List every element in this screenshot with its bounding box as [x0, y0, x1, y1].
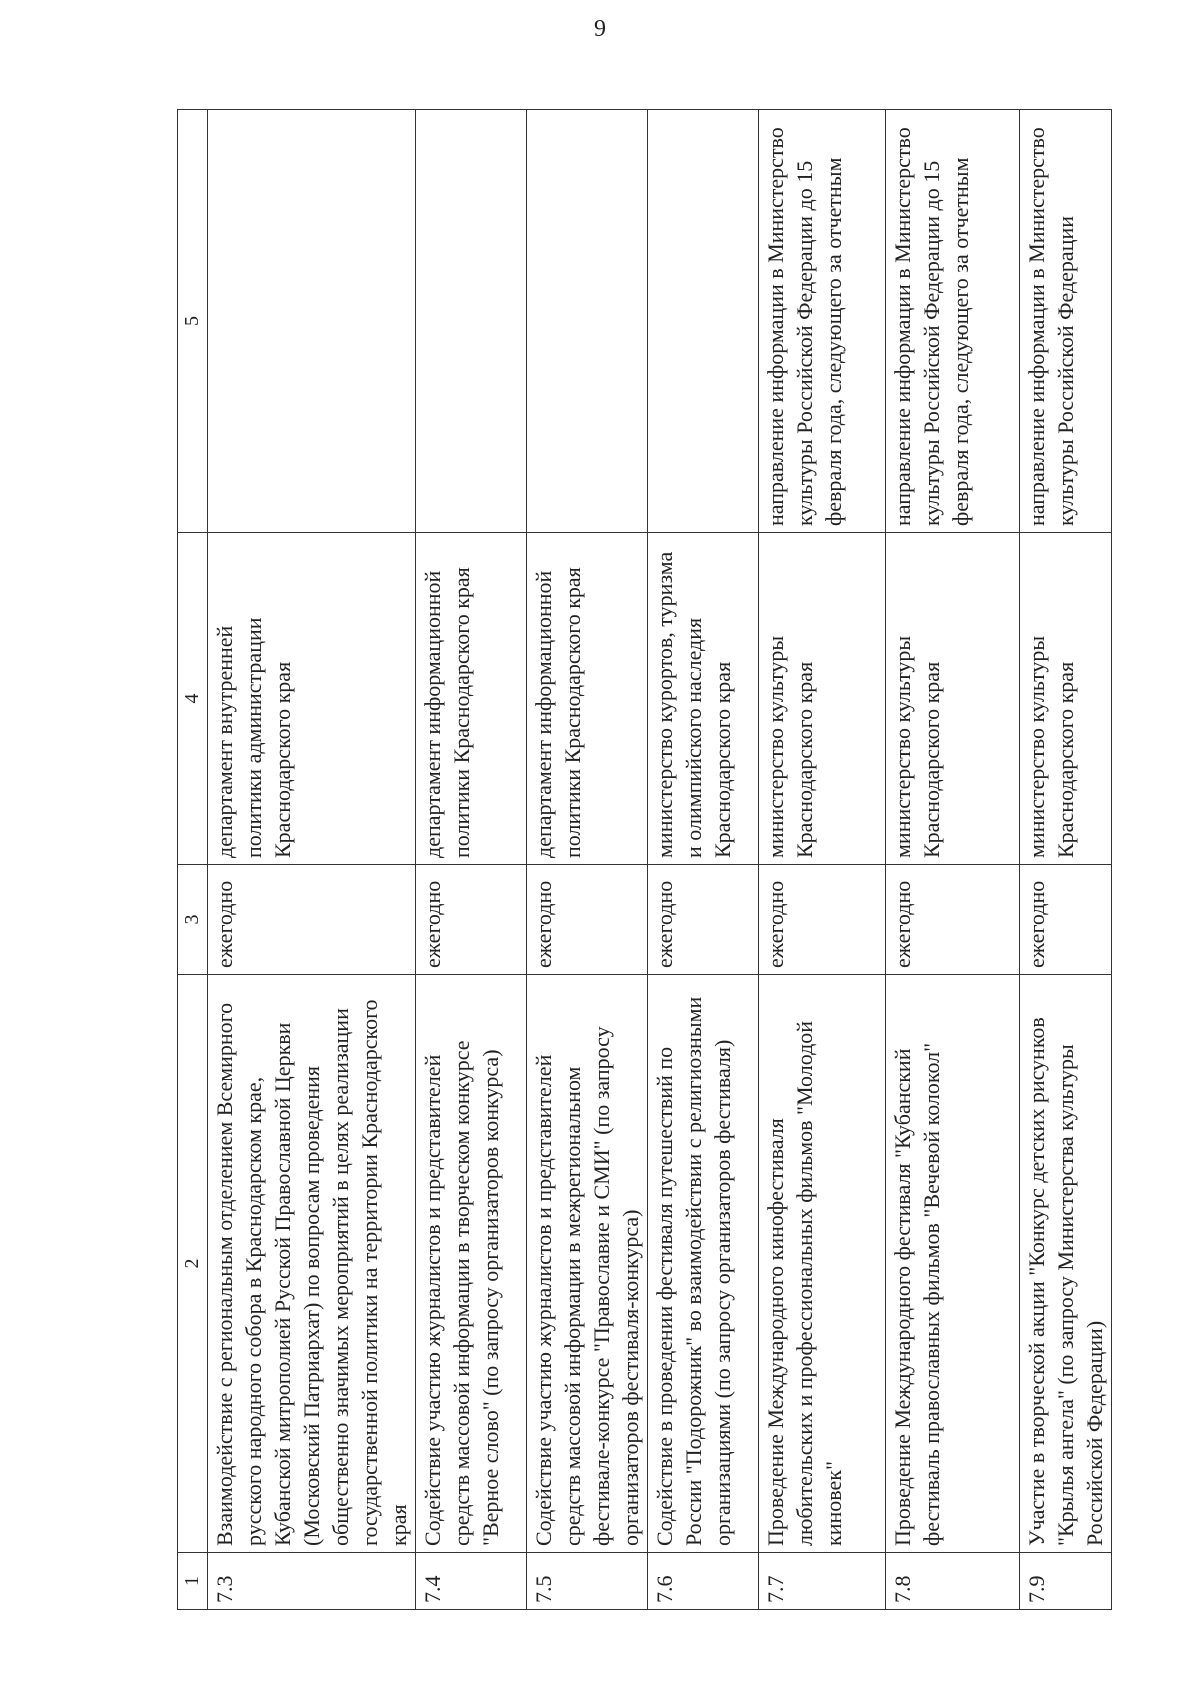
row-note — [416, 110, 527, 533]
table-row — [1020, 110, 1112, 1610]
row-activity: Содействие в проведении фестиваля путешествий по России "Подорожник" во взаимодействии с религиозными организациями (по запросу организаторов фестиваля) — [648, 975, 759, 1553]
row-period: ежегодно — [527, 865, 648, 975]
table-row — [886, 110, 1020, 1610]
column-note-header: 5 — [178, 110, 208, 533]
row-activity: Проведение Международного фестиваля "Кубанский фестиваль православных фильмов "Вечевой колокол" — [886, 975, 1020, 1553]
row-note: направление информации в Министерство культуры Российской Федерации до 15 февраля года, следующего за отчетным — [759, 110, 886, 533]
row-period: ежегодно — [759, 865, 886, 975]
row-number: 7.5 — [527, 1553, 648, 1610]
row-number: 7.6 — [648, 1553, 759, 1610]
row-note — [208, 110, 416, 533]
row-number: 7.8 — [886, 1553, 1020, 1610]
row-period: ежегодно — [648, 865, 759, 975]
row-number: 7.7 — [759, 1553, 886, 1610]
table-row — [416, 110, 527, 1610]
row-activity: Содействие участию журналистов и представителей средств массовой информации в творческом конкурсе "Верное слово" (по запросу организаторов конкурса) — [416, 975, 527, 1553]
table-row — [759, 110, 886, 1610]
table-row — [648, 110, 759, 1610]
page-number: 9 — [594, 16, 606, 42]
column-executor-header: 4 — [178, 533, 208, 865]
row-executor: министерство культуры Краснодарского края — [759, 533, 886, 865]
row-period: ежегодно — [1020, 865, 1112, 975]
rotated-table-container — [177, 110, 1107, 1610]
row-number: 7.9 — [1020, 1553, 1112, 1610]
row-executor: департамент внутренней политики администрации Краснодарского края — [208, 533, 416, 865]
row-executor: департамент информационной политики Краснодарского края — [527, 533, 648, 865]
row-executor: министерство культуры Краснодарского края — [1020, 533, 1112, 865]
row-period: ежегодно — [208, 865, 416, 975]
row-number: 7.4 — [416, 1553, 527, 1610]
column-period-header: 3 — [178, 865, 208, 975]
row-period: ежегодно — [886, 865, 1020, 975]
row-note: направление информации в Министерство культуры Российской Федерации — [1020, 110, 1112, 533]
row-note: направление информации в Министерство культуры Российской Федерации до 15 февраля года, следующего за отчетным — [886, 110, 1020, 533]
row-activity: Проведение Международного кинофестиваля любительских и профессиональных фильмов "Молодой киновек" — [759, 975, 886, 1553]
row-activity: Содействие участию журналистов и представителей средств массовой информации в межрегиональном фестивале-конкурсе "Православие и СМИ" (по запросу организаторов фестиваля-конкурса) — [527, 975, 648, 1553]
row-number: 7.3 — [208, 1553, 416, 1610]
row-period: ежегодно — [416, 865, 527, 975]
column-activity-header: 2 — [178, 975, 208, 1553]
header-row — [178, 110, 208, 1610]
row-executor: министерство курортов, туризма и олимпийского наследия Краснодарского края — [648, 533, 759, 865]
row-executor: департамент информационной политики Краснодарского края — [416, 533, 527, 865]
plan-table — [177, 109, 1112, 1610]
row-note — [527, 110, 648, 533]
table-row — [208, 110, 416, 1610]
table-row — [527, 110, 648, 1610]
row-executor: министерство культуры Краснодарского края — [886, 533, 1020, 865]
row-activity: Взаимодействие с региональным отделением Всемирного русского народного собора в Краснодарском крае, Кубанской митрополией Русской Православной Церкви (Московский Патриархат) по вопросам проведения общественно значимых мероприятий в целях реализации государственной политики на территории Краснодарского края — [208, 975, 416, 1553]
row-note — [648, 110, 759, 533]
column-number-header: 1 — [178, 1553, 208, 1610]
row-activity: Участие в творческой акции "Конкурс детских рисунков "Крылья ангела" (по запросу Министерства культуры Российской Федерации) — [1020, 975, 1112, 1553]
